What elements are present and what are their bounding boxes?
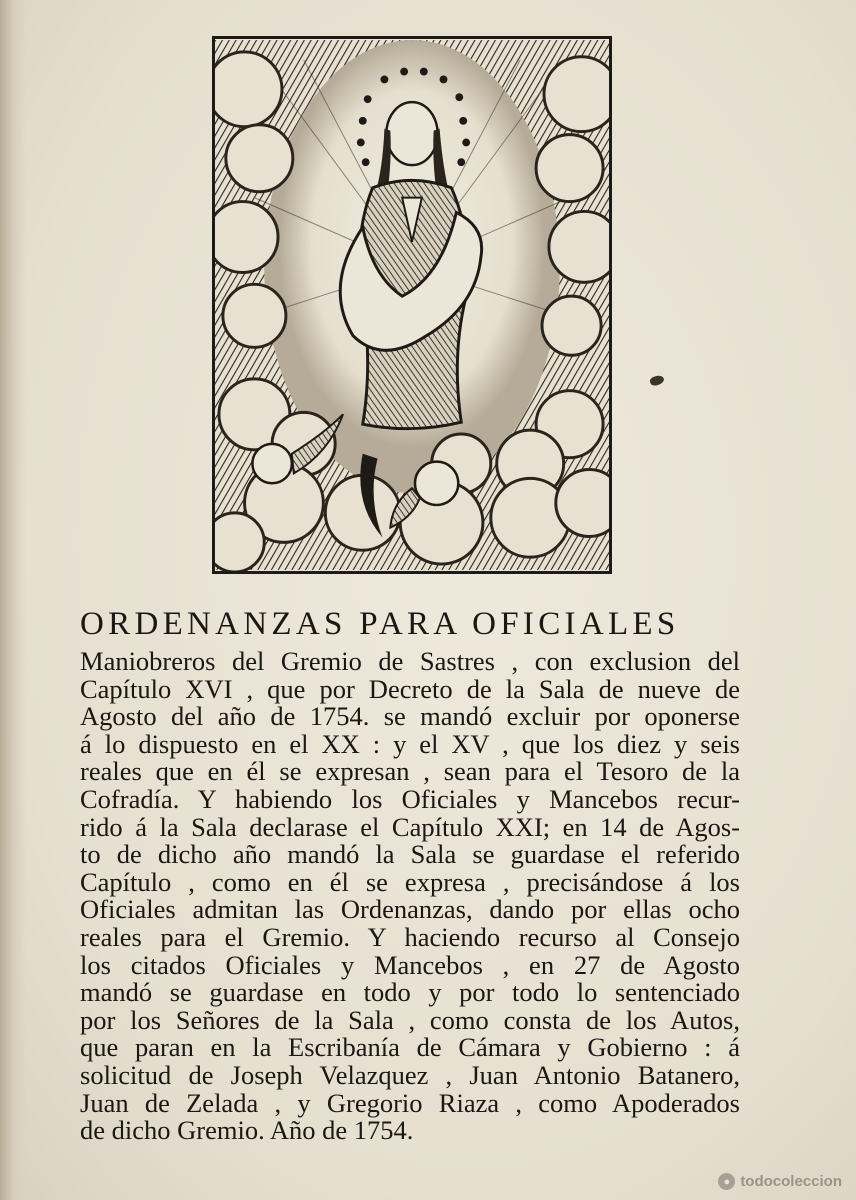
text-line: reales para el Gremio. Y haciendo recurso al Consejo: [80, 921, 740, 952]
watermark-text: todocoleccion: [740, 1173, 842, 1190]
document-heading: ORDENANZAS PARA OFICIALES: [80, 606, 680, 642]
text-line: Agosto del año de 1754. se mandó excluir por oponerse: [80, 701, 740, 732]
text-line: Cofradía. Y habiendo los Oficiales y Mancebos recur-: [80, 783, 740, 814]
text-line: to de dicho año mandó la Sala se guardase el referido: [80, 839, 740, 870]
virgin-immaculate-woodcut-icon: [215, 39, 609, 571]
text-line: Oficiales admitan las Ordenanzas, dando por ellas ocho: [80, 894, 740, 925]
text-line: á lo dispuesto en el XX : y el XV , que los diez y seis: [80, 728, 740, 759]
text-line: de dicho Gremio. Año de 1754.: [80, 1115, 414, 1146]
text-line: por los Señores de la Sala , como consta de los Autos,: [80, 1004, 740, 1035]
watermark-logo-icon: ●: [718, 1173, 735, 1190]
text-line: rido á la Sala declarase el Capítulo XXI; en 14 de Agos-: [80, 811, 740, 842]
text-line: Capítulo XVI , que por Decreto de la Sala de nueve de: [80, 673, 740, 704]
text-line: reales que en él se expresan , sean para el Tesoro de la: [80, 756, 740, 787]
woodcut-illustration: [212, 36, 612, 574]
text-line: Maniobreros del Gremio de Sastres , con exclusion del: [80, 646, 740, 676]
text-line: solicitud de Joseph Velazquez , Juan Antonio Batanero,: [80, 1059, 740, 1090]
document-body: [80, 648, 740, 1145]
text-line: que paran en la Escribanía de Cámara y Gobierno : á: [80, 1032, 740, 1063]
text-line: mandó se guardase en todo y por todo lo sentenciado: [80, 977, 740, 1008]
text-line: los citados Oficiales y Mancebos , en 27 de Agosto: [80, 949, 740, 980]
book-spine-shadow: [0, 0, 26, 1200]
watermark: [718, 1173, 842, 1190]
text-line: Capítulo , como en él se expresa , precisándose á los: [80, 866, 740, 897]
text-line: Juan de Zelada , y Gregorio Riaza , como Apoderados: [80, 1087, 740, 1118]
ink-stain: [649, 374, 665, 387]
